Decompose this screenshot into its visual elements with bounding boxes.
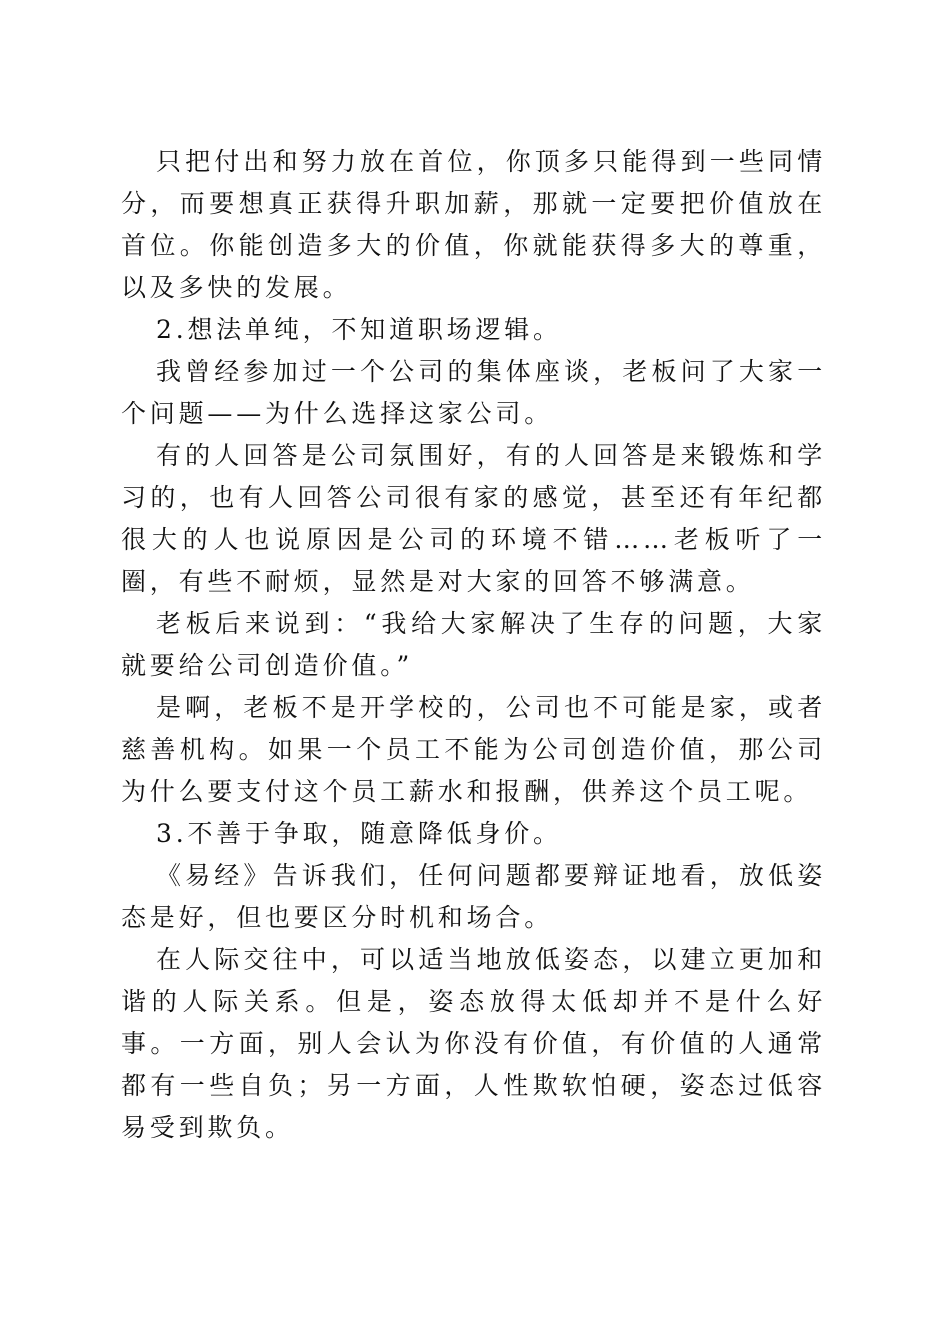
paragraph-answers: 有的人回答是公司氛围好，有的人回答是来锻炼和学习的，也有人回答公司很有家的感觉，甚至还有年纪都很大的人也说原因是公司的环境不错……老板听了一圈，有些不耐烦，显然是对大家的回答不够满意。 (121, 441, 826, 596)
paragraph-yijing: 《易经》告诉我们，任何问题都要辩证地看，放低姿态是好，但也要区分时机和场合。 (121, 861, 826, 932)
section-heading-3: 3.不善于争取，随意降低身价。 (156, 819, 562, 848)
paragraph-meeting: 我曾经参加过一个公司的集体座谈，老板问了大家一个问题——为什么选择这家公司。 (121, 357, 826, 428)
section-heading-2: 2.想法单纯，不知道职场逻辑。 (156, 315, 562, 344)
paragraph-interpersonal: 在人际交往中，可以适当地放低姿态，以建立更加和谐的人际关系。但是，姿态放得太低却并不是什么好事。一方面，别人会认为你没有价值，有价值的人通常都有一些自负；另一方面，人性欺软怕硬，姿态过低容易受到欺负。 (121, 945, 826, 1142)
paragraph-company-not-home: 是啊，老板不是开学校的，公司也不可能是家，或者慈善机构。如果一个员工不能为公司创造价值，那公司为什么要支付这个员工薪水和报酬，供养这个员工呢。 (121, 693, 826, 806)
paragraph-value-first: 只把付出和努力放在首位，你顶多只能得到一些同情分，而要想真正获得升职加薪，那就一定要把价值放在首位。你能创造多大的价值，你就能获得多大的尊重，以及多快的发展。 (121, 147, 826, 302)
document-body (121, 141, 826, 1149)
paragraph-boss-quote: 老板后来说到：“我给大家解决了生存的问题，大家就要给公司创造价值。” (121, 609, 826, 680)
